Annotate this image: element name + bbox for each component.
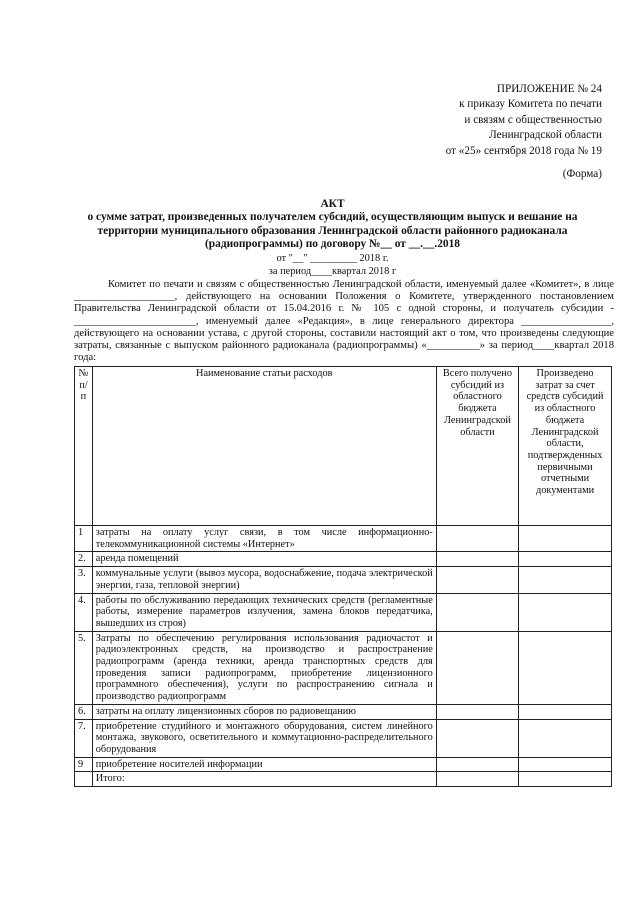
- cost-table: [74, 366, 612, 787]
- table-row: [75, 704, 612, 719]
- table-total-row: [75, 772, 612, 787]
- period-line: за период____квартал 2018 г: [268, 266, 397, 277]
- row-num: [75, 772, 93, 787]
- row-spent-cell[interactable]: [519, 593, 612, 631]
- row-received-cell[interactable]: [436, 593, 518, 631]
- document-subtitle: о сумме затрат, произведенных получателем субсидий, осуществляющим выпуск и вешание на территории муниципального образования Ленинградской области районного радиоканала (радиопрограммы) по договору №__ от __.__.2018: [87, 211, 578, 251]
- row-name: затраты на оплату лицензионных сборов по радиовещанию: [92, 704, 436, 719]
- row-name: работы по обслуживанию передающих технических средств (регламентные работы, измерение параметров излучения, замена блоков передатчика, вышедших из строя): [92, 593, 436, 631]
- row-num: 7.: [75, 719, 93, 757]
- table-header-row: [75, 367, 612, 526]
- row-num: 3.: [75, 567, 93, 593]
- total-label: Итого:: [92, 772, 436, 787]
- header-received: Всего получено субсидий из областного бюджета Ленинградской области: [436, 367, 518, 526]
- table-row: [75, 526, 612, 552]
- row-spent-cell[interactable]: [519, 526, 612, 552]
- appendix-region-line: Ленинградской области: [489, 129, 602, 142]
- appendix-date-line: от «25» сентября 2018 года № 19: [445, 144, 602, 157]
- row-spent-cell[interactable]: [519, 567, 612, 593]
- table-row: [75, 567, 612, 593]
- row-name: приобретение носителей информации: [92, 757, 436, 772]
- table-row: [75, 719, 612, 757]
- row-num: 9: [75, 757, 93, 772]
- row-received-cell[interactable]: [436, 552, 518, 567]
- appendix-committee-line: и связям с общественностью: [464, 113, 602, 126]
- table-row: [75, 552, 612, 567]
- row-name: коммунальные услуги (вывоз мусора, водоснабжение, подача электрической энергии, газа, тепловой энергии): [92, 567, 436, 593]
- row-received-cell[interactable]: [436, 526, 518, 552]
- header-name: Наименование статьи расходов: [92, 367, 436, 526]
- row-received-cell[interactable]: [436, 704, 518, 719]
- row-spent-cell[interactable]: [519, 631, 612, 704]
- row-received-cell[interactable]: [436, 631, 518, 704]
- row-spent-cell[interactable]: [519, 552, 612, 567]
- row-spent-cell[interactable]: [519, 757, 612, 772]
- row-spent-cell[interactable]: [519, 704, 612, 719]
- row-name: затраты на оплату услуг связи, в том числе информационно-телекоммуникационной системы «Интернет»: [92, 526, 436, 552]
- row-name: аренда помещений: [92, 552, 436, 567]
- total-received-cell[interactable]: [436, 772, 518, 787]
- row-num: 5.: [75, 631, 93, 704]
- appendix-header: [446, 82, 602, 159]
- intro-text: Комитет по печати и связям с общественностью Ленинградской области, именуемый далее «Комитет», в лице ___________________, действующего на основании Положения о Комитете, утвержденного постановлением Правительства Ленинградской области от 15.04.2016 г. № 105 с одной стороны, и получатель субсидии -_______________________, именуемый далее «Редакция», в лице генерального директора _________________, действующего на основании устава, с другой стороны, составили настоящий акт о том, что произведены следующие затраты, связанные с выпуском районного радиоканала (радиопрограммы) «__________» за период____квартал 2018 года:: [74, 279, 614, 364]
- total-spent-cell[interactable]: [519, 772, 612, 787]
- date-line: от "__" _________ 2018 г.: [276, 253, 389, 264]
- table-row: [75, 631, 612, 704]
- row-received-cell[interactable]: [436, 757, 518, 772]
- table-row: [75, 757, 612, 772]
- form-label: (Форма): [562, 168, 602, 180]
- row-received-cell[interactable]: [436, 567, 518, 593]
- table-row: [75, 593, 612, 631]
- row-name: Затраты по обеспечению регулирования использования радиочастот и радиоэлектронных средств, на производство и распространение радиопрограмм (аренда техники, аренда транспортных средств для проведения записи радиопрограмм, приобретение лицензионного программного обеспечения), услуги по распространению сигнала и производство радиопрограмм: [92, 631, 436, 704]
- row-num: 1: [75, 526, 93, 552]
- header-spent: Произведено затрат за счет средств субсидий из областного бюджета Ленинградской области, подтвержденных первичными отчетными документами: [519, 367, 612, 526]
- appendix-order-line: к приказу Комитета по печати: [459, 98, 602, 111]
- row-num: 4.: [75, 593, 93, 631]
- row-name: приобретение студийного и монтажного оборудования, систем линейного монтажа, звукового, осветительного и коммутационно-распределительного оборудования: [92, 719, 436, 757]
- document-title: АКТ: [320, 198, 345, 210]
- appendix-number: ПРИЛОЖЕНИЕ № 24: [496, 83, 602, 95]
- intro-paragraph: [74, 279, 614, 364]
- header-num: № п/ п: [75, 367, 93, 526]
- row-num: 6.: [75, 704, 93, 719]
- row-spent-cell[interactable]: [519, 719, 612, 757]
- row-received-cell[interactable]: [436, 719, 518, 757]
- row-num: 2.: [75, 552, 93, 567]
